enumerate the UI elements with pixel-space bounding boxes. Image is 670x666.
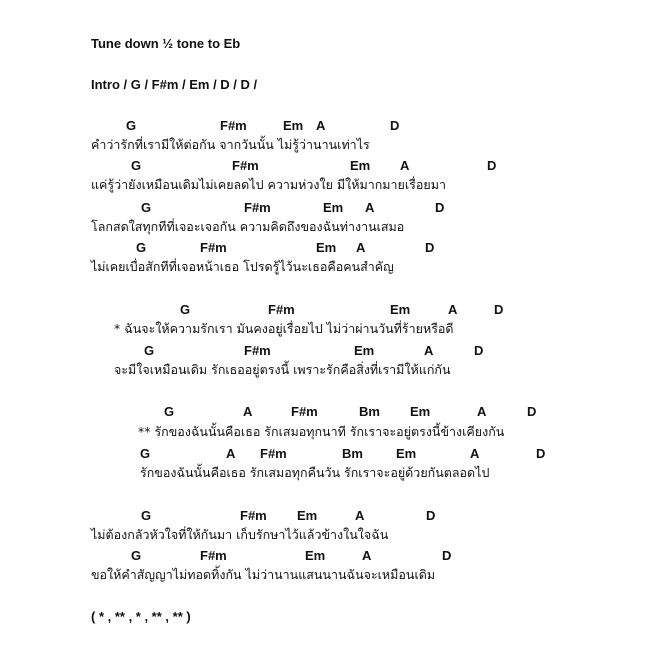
lyric-line: ** รักของฉันนั้นคือเธอ รักเสมอทุกนาที รักเราจะอยู่ตรงนี้ข้างเคียงกัน	[138, 424, 505, 439]
chord-row	[0, 158, 670, 174]
chord-row	[0, 548, 670, 564]
chord: A	[356, 240, 366, 255]
chord: A	[470, 446, 480, 461]
chord: F#m	[244, 343, 271, 358]
chord: D	[425, 240, 435, 255]
chord: A	[243, 404, 253, 419]
lyric-line: แค่รู้ว่ายังเหมือนเดิมไม่เคยลดไป ความห่วงใย มีให้มากมายเรื่อยมา	[91, 177, 446, 192]
chord: A	[477, 404, 487, 419]
chord: F#m	[244, 200, 271, 215]
chord-row	[0, 118, 670, 134]
chord: A	[226, 446, 236, 461]
chord: Em	[316, 240, 337, 255]
chord: Em	[323, 200, 344, 215]
chord: D	[494, 302, 504, 317]
outro-sequence: ( * , ** , * , ** , ** )	[91, 609, 191, 624]
chord: F#m	[220, 118, 247, 133]
chord: A	[400, 158, 410, 173]
chord: Em	[350, 158, 371, 173]
lyric-line: รักของฉันนั้นคือเธอ รักเสมอทุกคืนวัน รักเราจะอยู่ด้วยกันตลอดไป	[140, 465, 490, 480]
chord: F#m	[240, 508, 267, 523]
chord: D	[390, 118, 400, 133]
chord: A	[448, 302, 458, 317]
chord: G	[141, 508, 152, 523]
chord: Em	[396, 446, 417, 461]
chord: D	[474, 343, 484, 358]
lyric-line: ไม่เคยเบื่อสักทีที่เจอหน้าเธอ โปรดรู้ไว้นะเธอคือคนสำคัญ	[91, 259, 394, 274]
intro-line: Intro / G / F#m / Em / D / D /	[91, 77, 258, 92]
chord: Bm	[342, 446, 363, 461]
chord: A	[316, 118, 326, 133]
lyric-line: โลกสดใสทุกทีที่เจอะเจอกัน ความคิดถึงของฉันท่างานเสมอ	[91, 219, 405, 234]
chord: G	[126, 118, 137, 133]
chord: D	[527, 404, 537, 419]
chord-row	[0, 200, 670, 216]
chord: G	[131, 158, 142, 173]
chord: G	[141, 200, 152, 215]
chord-row	[0, 508, 670, 524]
chord: G	[136, 240, 147, 255]
chord: F#m	[200, 548, 227, 563]
chord: F#m	[291, 404, 318, 419]
chord: A	[355, 508, 365, 523]
chord: D	[487, 158, 497, 173]
chord: D	[442, 548, 452, 563]
chord: A	[362, 548, 372, 563]
chord: Em	[305, 548, 326, 563]
chord-row	[0, 240, 670, 256]
chord: D	[426, 508, 436, 523]
chord-row	[0, 446, 670, 462]
lyric-line: จะมีใจเหมือนเดิม รักเธออยู่ตรงนี้ เพราะรักคือสิ่งที่เรามีให้แก่กัน	[114, 362, 451, 377]
lyric-line: ขอให้คำสัญญาไม่ทอดทิ้งกัน ไม่ว่านานแสนนานฉันจะเหมือนเดิม	[91, 567, 436, 582]
lyric-line: คำว่ารักที่เรามีให้ต่อกัน จากวันนั้น ไม่รู้ว่านานเท่าไร	[91, 137, 370, 152]
chord: G	[180, 302, 191, 317]
chord: Em	[390, 302, 411, 317]
chord: D	[536, 446, 546, 461]
tuning-note: Tune down ½ tone to Eb	[91, 36, 241, 51]
chord: Em	[410, 404, 431, 419]
chord: Bm	[359, 404, 380, 419]
chord: Em	[297, 508, 318, 523]
chord: A	[365, 200, 375, 215]
chord: F#m	[200, 240, 227, 255]
chord: G	[164, 404, 175, 419]
chord-row	[0, 302, 670, 318]
lyric-line: * ฉันจะให้ความรักเรา มันคงอยู่เรื่อยไป ไม่ว่าผ่านวันที่ร้ายหรือดี	[114, 321, 454, 336]
chord: F#m	[232, 158, 259, 173]
chord: Em	[354, 343, 375, 358]
chord: G	[131, 548, 142, 563]
lyric-line: ไม่ต้องกลัวหัวใจที่ให้กันมา เก็บรักษาไว้แล้วข้างในใจฉัน	[91, 527, 389, 542]
chord-row	[0, 404, 670, 420]
chord: D	[435, 200, 445, 215]
chord: Em	[283, 118, 304, 133]
chord: G	[140, 446, 151, 461]
chord: A	[424, 343, 434, 358]
chord: F#m	[268, 302, 295, 317]
chord-row	[0, 343, 670, 359]
chord: G	[144, 343, 155, 358]
chord: F#m	[260, 446, 287, 461]
